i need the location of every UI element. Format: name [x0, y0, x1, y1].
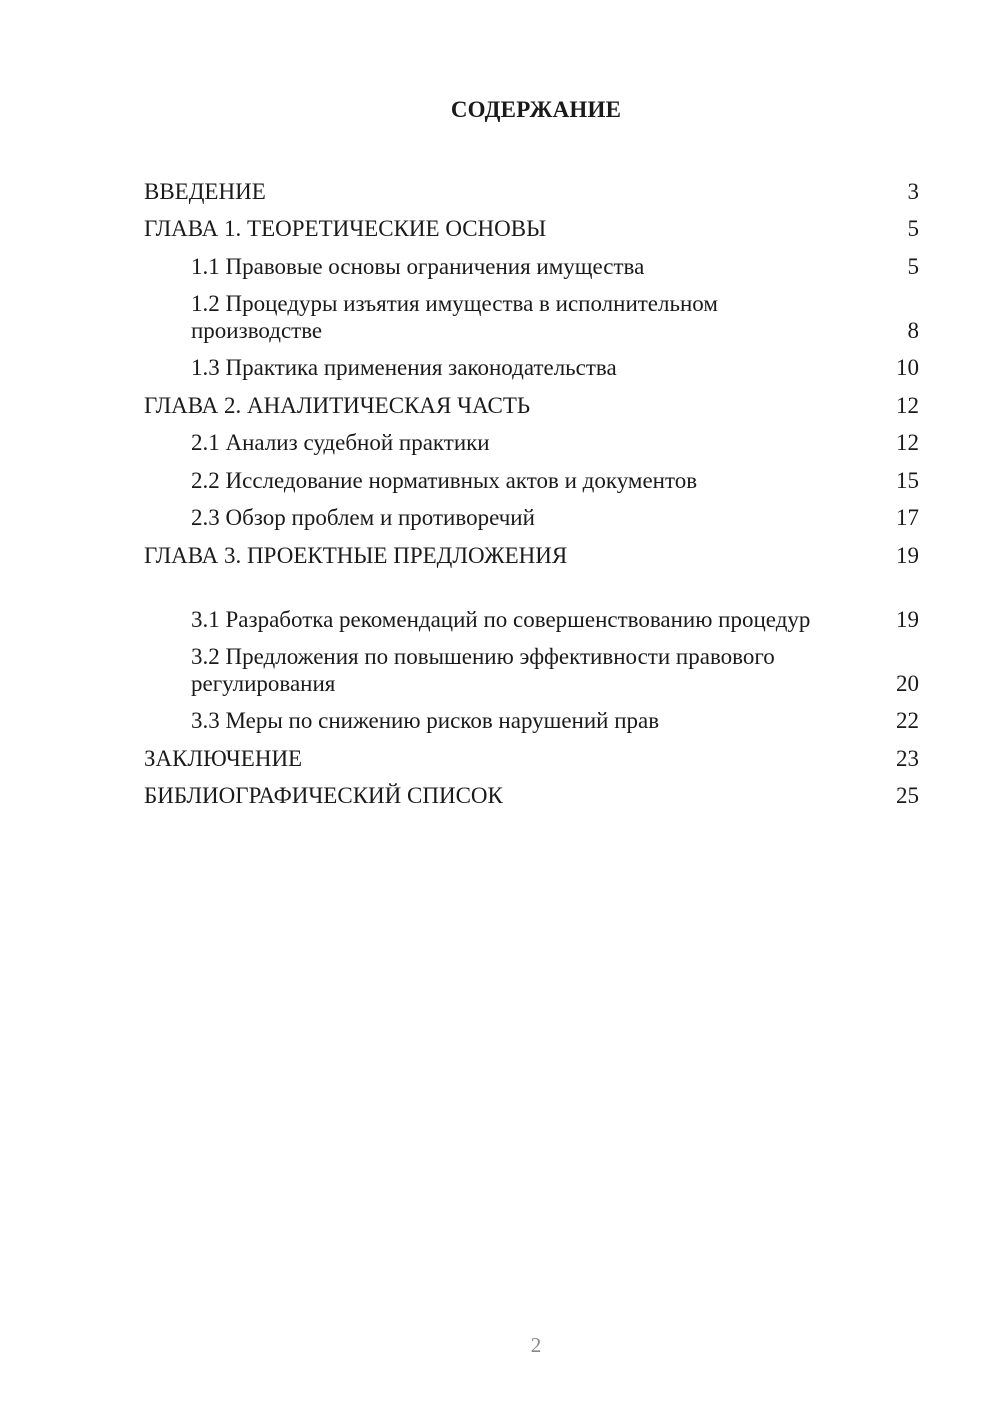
toc-entry-title: ГЛАВА 1. ТЕОРЕТИЧЕСКИЕ ОСНОВЫ [144, 216, 547, 241]
toc-entry-page: 5 [907, 216, 919, 241]
toc-entry-section-3-1[interactable] [144, 569, 919, 633]
toc-entry-title: 2.1 Анализ судебной практики [191, 430, 490, 455]
toc-entry-page: 12 [896, 430, 919, 455]
toc-entry-title: 3.2 Предложения по повышению эффективности правового регулирования [191, 643, 775, 696]
toc-entry-title: ГЛАВА 2. АНАЛИТИЧЕСКАЯ ЧАСТЬ [144, 392, 531, 418]
toc-entry-title: 2.3 Обзор проблем и противоречий [191, 505, 535, 530]
toc-entry-title: 3.3 Меры по снижению рисков нарушений прав [191, 708, 660, 733]
toc-entry-title: 1.1 Правовые основы ограничения имущества [191, 253, 645, 279]
toc-entry-page: 8 [907, 317, 919, 343]
toc-entry-page: 12 [896, 392, 919, 418]
toc-entry-section-3-2[interactable] [144, 633, 919, 697]
toc-entry-section-2-2[interactable] [144, 456, 919, 494]
toc-entry-title: БИБЛИОГРАФИЧЕСКИЙ СПИСОК [144, 783, 503, 808]
toc-entry-page: 23 [896, 745, 919, 771]
toc-entry-section-2-1[interactable] [144, 419, 919, 457]
toc-entry-title: ЗАКЛЮЧЕНИЕ [144, 745, 303, 771]
toc-entry-section-1-2[interactable] [144, 280, 919, 344]
table-of-contents [144, 167, 919, 809]
toc-entry-page: 19 [896, 606, 919, 632]
toc-entry-title: 1.2 Процедуры изъятия имущества в исполнительном производстве [191, 290, 718, 343]
toc-entry-section-2-3[interactable] [144, 494, 919, 532]
toc-entry-page: 5 [907, 253, 919, 279]
toc-entry-page: 3 [907, 178, 919, 204]
toc-entry-page: 17 [896, 505, 919, 530]
toc-entry-title: ВВЕДЕНИЕ [144, 178, 266, 204]
toc-entry-title: ГЛАВА 3. ПРОЕКТНЫЕ ПРЕДЛОЖЕНИЯ [144, 542, 568, 568]
toc-entry-page: 10 [896, 355, 919, 380]
toc-entry-title: 3.1 Разработка рекомендаций по совершенствованию процедур [191, 606, 811, 632]
toc-entry-page: 25 [896, 783, 919, 808]
toc-entry-page: 15 [896, 467, 919, 493]
toc-entry-section-1-3[interactable] [144, 344, 919, 382]
toc-entry-section-1-1[interactable] [144, 242, 919, 280]
toc-entry-page: 20 [896, 670, 919, 696]
toc-entry-title: 2.2 Исследование нормативных актов и документов [191, 467, 698, 493]
page-number: 2 [530, 1333, 542, 1357]
toc-entry-conclusion[interactable] [144, 734, 919, 772]
toc-entry-title: 1.3 Практика применения законодательства [191, 355, 617, 380]
toc-entry-chapter-3[interactable] [144, 531, 919, 569]
toc-entry-section-3-3[interactable] [144, 697, 919, 735]
toc-entry-page: 19 [896, 542, 919, 568]
toc-entry-introduction[interactable] [144, 167, 919, 205]
toc-entry-bibliography[interactable] [144, 772, 919, 810]
toc-entry-chapter-2[interactable] [144, 381, 919, 419]
page-title: СОДЕРЖАНИЕ [450, 97, 622, 122]
toc-entry-chapter-1[interactable] [144, 205, 919, 243]
toc-entry-page: 22 [896, 708, 919, 733]
